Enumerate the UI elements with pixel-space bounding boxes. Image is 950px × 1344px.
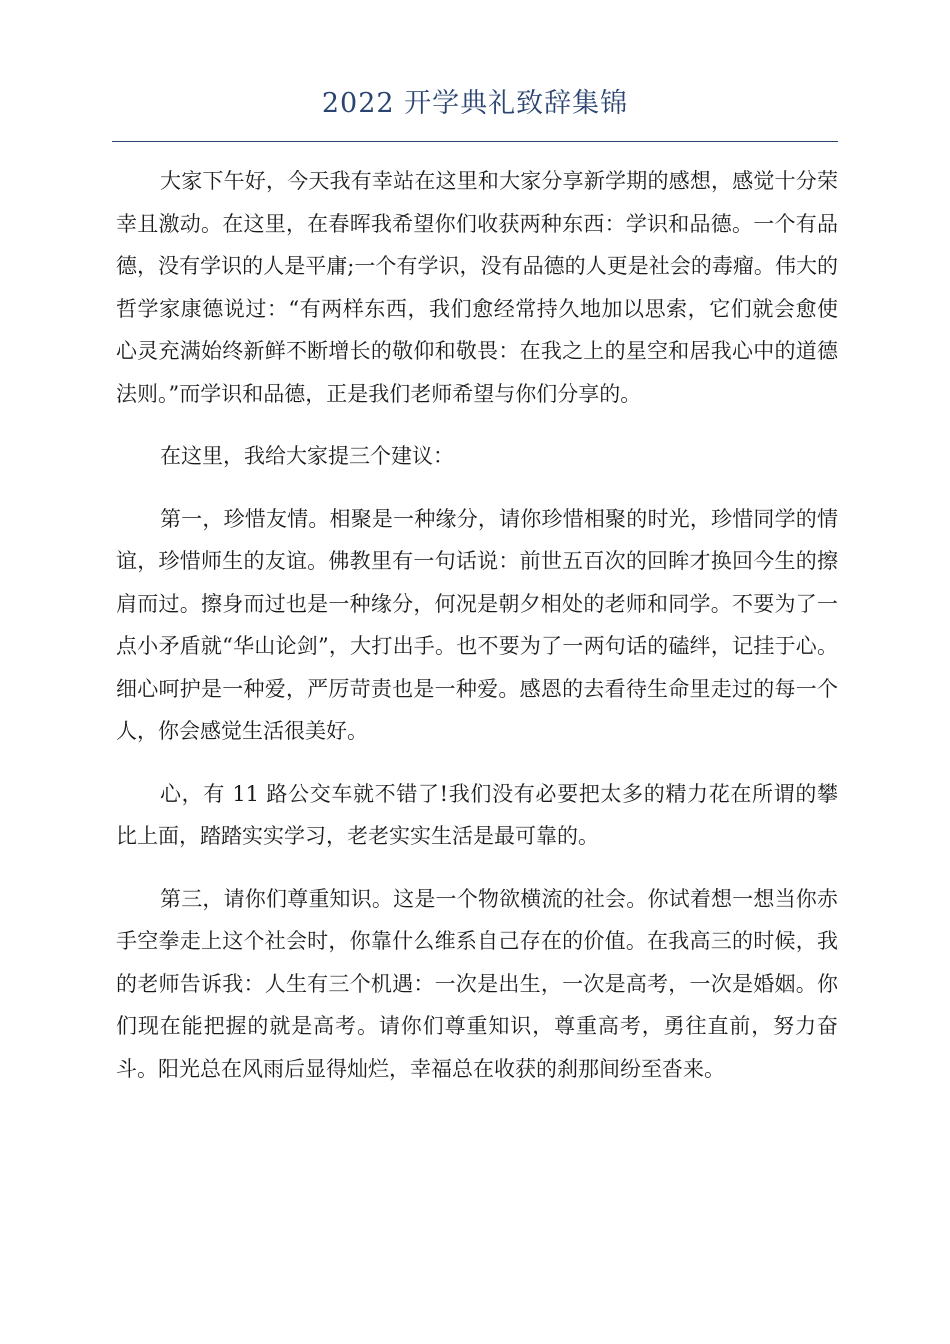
document-body	[116, 160, 838, 1110]
document-title: 2022 开学典礼致辞集锦	[321, 88, 629, 119]
paragraph-greeting: 大家下午好，今天我有幸站在这里和大家分享新学期的感想，感觉十分荣幸且激动。在这里，在春晖我希望你们收获两种东西：学识和品德。一个有品德，没有学识的人是平庸;一个有学识，没有品德的人更是社会的毒瘤。伟大的哲学家康德说过：“有两样东西，我们愈经常持久地加以思索，它们就会愈使心灵充满始终新鲜不断增长的敬仰和敬畏：在我之上的星空和居我心中的道德法则。”而学识和品德，正是我们老师希望与你们分享的。	[116, 169, 838, 406]
title-divider	[112, 141, 838, 142]
paragraph-no-comparison: 心，有 11 路公交车就不错了!我们没有必要把太多的精力花在所谓的攀比上面，踏踏实实学习，老老实实生活是最可靠的。	[116, 781, 838, 848]
paragraph-respect-knowledge: 第三，请你们尊重知识。这是一个物欲横流的社会。你试着想一想当你赤手空拳走上这个社会时，你靠什么维系自己存在的价值。在我高三的时候，我的老师告诉我：人生有三个机遇：一次是出生，一次是高考，一次是婚姻。你们现在能把握的就是高考。请你们尊重知识，尊重高考，勇往直前，努力奋斗。阳光总在风雨后显得灿烂，幸福总在收获的刹那间纷至沓来。	[116, 886, 838, 1081]
paragraph-cherish-friendship: 第一，珍惜友情。相聚是一种缘分，请你珍惜相聚的时光，珍惜同学的情谊，珍惜师生的友谊。佛教里有一句话说：前世五百次的回眸才换回今生的擦肩而过。擦身而过也是一种缘分，何况是朝夕相处的老师和同学。不要为了一点小矛盾就“华山论剑”，大打出手。也不要为了一两句话的磕绊，记挂于心。细心呵护是一种爱，严厉苛责也是一种爱。感恩的去看待生命里走过的每一个人，你会感觉生活很美好。	[116, 506, 838, 743]
paragraph-suggestions-intro: 在这里，我给大家提三个建议：	[160, 444, 454, 468]
